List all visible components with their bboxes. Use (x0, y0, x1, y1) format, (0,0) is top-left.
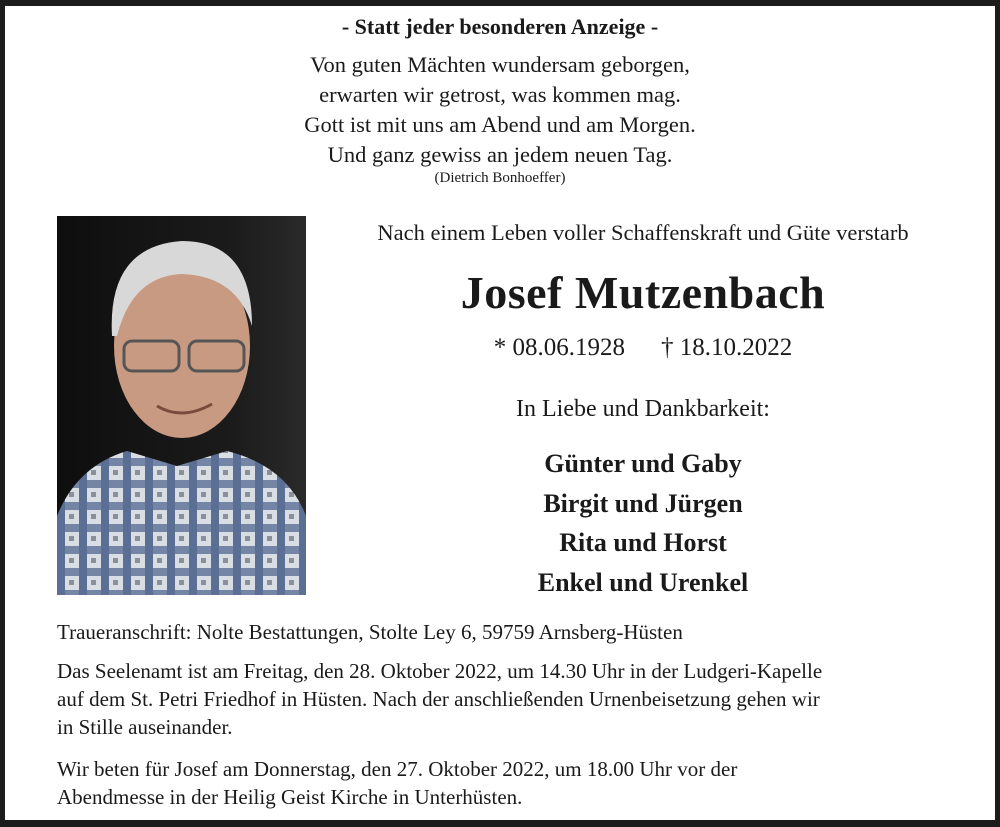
thanks-line: In Liebe und Dankbarkeit: (516, 396, 770, 422)
poem-line: Gott ist mit uns am Abend und am Morgen. (304, 112, 696, 137)
life-dates (306, 334, 980, 362)
prayer-paragraph (57, 755, 987, 811)
funeral-service-paragraph (57, 657, 987, 741)
death-date: † 18.10.2022 (661, 334, 793, 361)
deceased-name: Josef Mutzenbach (460, 267, 826, 318)
family-list (306, 444, 980, 602)
poem-line: erwarten wir getrost, was kommen mag. (319, 82, 681, 107)
family-member: Enkel und Urenkel (537, 567, 749, 597)
poem-line: Von guten Mächten wundersam geborgen, (310, 52, 690, 77)
paragraph-line: Das Seelenamt ist am Freitag, den 28. Oktober 2022, um 14.30 Uhr in der Ludgeri-Kapelle (57, 659, 823, 683)
birth-date: * 08.06.1928 (493, 334, 625, 361)
poem-line: Und ganz gewiss an jedem neuen Tag. (327, 142, 673, 167)
paragraph-line: Wir beten für Josef am Donnerstag, den 27. Oktober 2022, um 18.00 Uhr vor der (57, 757, 738, 781)
family-member: Birgit und Jürgen (543, 488, 743, 518)
paragraph-line: in Stille auseinander. (57, 715, 233, 739)
paragraph-line: Abendmesse in der Heilig Geist Kirche in Unterhüsten. (57, 785, 523, 809)
heading: - Statt jeder besonderen Anzeige - (341, 14, 659, 39)
portrait-photo (57, 216, 306, 595)
mourning-address: Traueranschrift: Nolte Bestattungen, Stolte Ley 6, 59759 Arnsberg-Hüsten (57, 620, 683, 644)
paragraph-line: auf dem St. Petri Friedhof in Hüsten. Nach der anschließenden Urnenbeisetzung gehen wir (57, 687, 820, 711)
family-member: Rita und Horst (559, 528, 727, 557)
family-member: Günter und Gaby (544, 449, 742, 478)
intro-text: Nach einem Leben voller Schaffenskraft und Güte verstarb (377, 220, 909, 245)
poem (0, 50, 1000, 170)
poem-author: (Dietrich Bonhoeffer) (434, 170, 566, 186)
